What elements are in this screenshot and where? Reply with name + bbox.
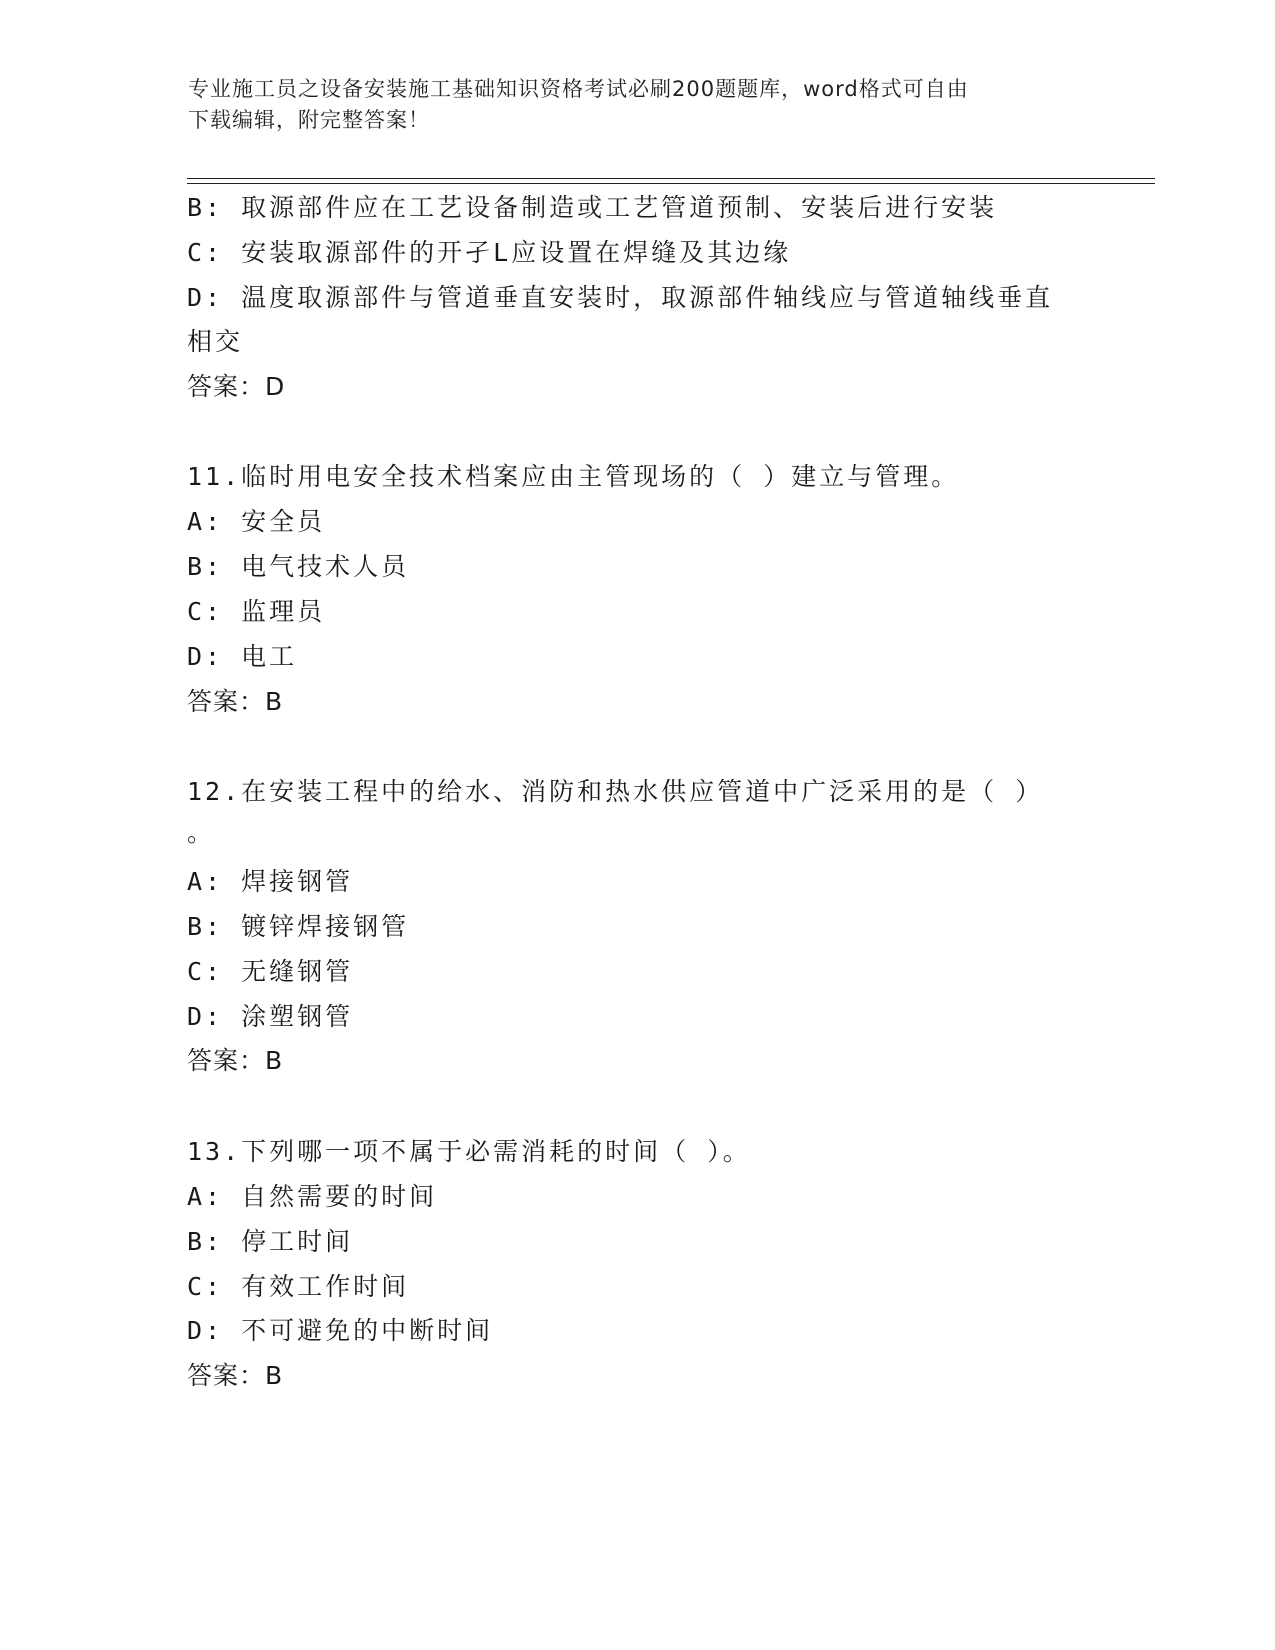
q12-option-b: B: 镀锌焊接钢管	[187, 912, 410, 941]
header-divider-bottom	[187, 183, 1155, 184]
q13-option-d: D: 不可避免的中断时间	[187, 1316, 494, 1345]
q11-option-c: C: 监理员	[187, 597, 326, 626]
q12-stem-continued: 。	[187, 818, 216, 847]
q12-option-c: C: 无缝钢管	[187, 957, 354, 986]
q11-option-b: B: 电气技术人员	[187, 552, 410, 581]
q13-stem: 13.下列哪一项不属于必需消耗的时间（ ）。	[187, 1137, 751, 1166]
q12-option-d: D: 涂塑钢管	[187, 1002, 354, 1031]
q13-option-b: B: 停工时间	[187, 1227, 354, 1256]
q10-answer: 答案：D	[187, 372, 286, 401]
q10-option-d: D: 温度取源部件与管道垂直安装时，取源部件轴线应与管道轴线垂直	[187, 283, 1054, 312]
q13-answer: 答案：B	[187, 1361, 284, 1390]
q13-option-c: C: 有效工作时间	[187, 1272, 410, 1301]
q10-option-c: C: 安装取源部件的开孑L应设置在焊缝及其边缘	[187, 238, 792, 267]
q11-option-d: D: 电工	[187, 642, 298, 671]
header-line-1: 专业施工员之设备安装施工基础知识资格考试必刷200题题库，word格式可自由	[188, 77, 969, 101]
q13-option-a: A: 自然需要的时间	[187, 1182, 438, 1211]
q11-stem: 11.临时用电安全技术档案应由主管现场的（ ）建立与管理。	[187, 462, 960, 491]
document-header	[188, 74, 1068, 136]
q12-option-a: A: 焊接钢管	[187, 867, 354, 896]
q10-option-b: B: 取源部件应在工艺设备制造或工艺管道预制、安装后进行安装	[187, 193, 998, 222]
q12-stem: 12.在安装工程中的给水、消防和热水供应管道中广泛采用的是（ ）	[187, 777, 1044, 806]
q10-option-d-continued: 相交	[187, 327, 244, 356]
header-divider-top	[187, 178, 1155, 179]
q12-answer: 答案：B	[187, 1046, 284, 1075]
q11-option-a: A: 安全员	[187, 507, 326, 536]
q11-answer: 答案：B	[187, 687, 284, 716]
header-line-2: 下载编辑，附完整答案！	[188, 108, 430, 132]
